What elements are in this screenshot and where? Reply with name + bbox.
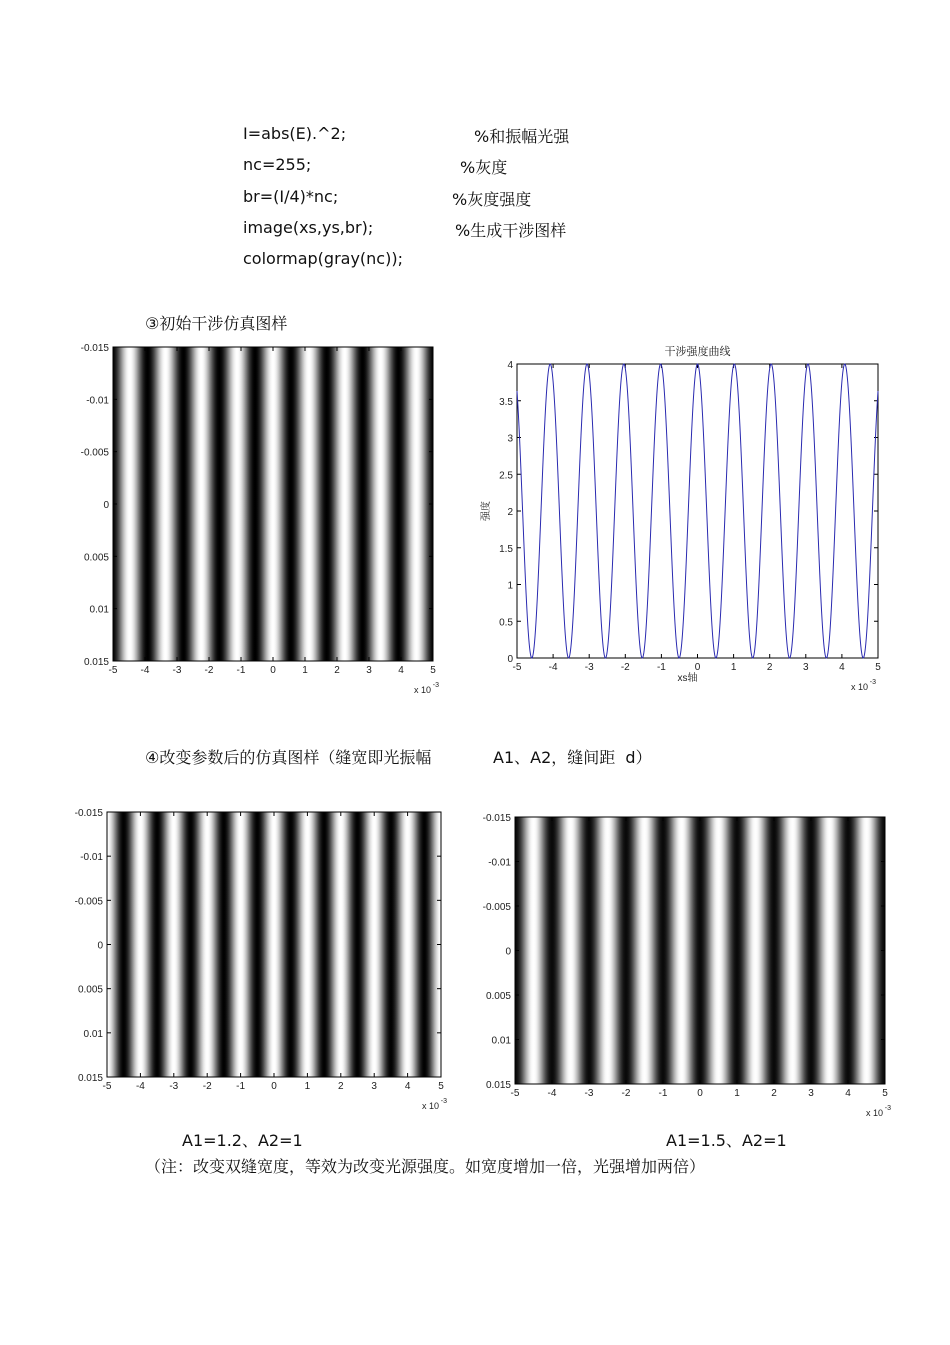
code-comment-3: %灰度强度 [452,190,532,209]
y-tick-label: 0.5 [499,617,513,629]
y-tick-label: 0 [507,654,513,665]
x-tick-label: -5 [512,662,522,673]
x-tick-label: -5 [108,665,118,676]
section3-caption: ③初始干涉仿真图样 [145,314,288,333]
x-tick-label: -4 [548,662,558,673]
y-tick-label: 0 [97,940,103,952]
note-caption: （注：改变双缝宽度，等效为改变光源强度。如宽度增加一倍，光强增加两倍） [145,1157,706,1176]
y-tick-label: 2.5 [499,470,513,482]
x-tick-label: 5 [438,1081,444,1092]
fringe-plot-initial [70,338,450,703]
y-tick-label: -0.015 [482,813,511,824]
fringe-image [113,347,433,661]
x-tick-label: 2 [338,1081,344,1092]
x-tick-label: -4 [547,1088,557,1099]
y-tick-label: 0.01 [491,1035,511,1047]
x-exponent-power: -3 [432,682,439,689]
y-tick-label: 0.01 [89,604,109,616]
y-tick-label: 0.015 [83,657,109,668]
code-comment-2: %灰度 [460,158,508,177]
y-tick-label: 0.005 [485,991,511,1002]
x-tick-label: 5 [430,665,436,676]
y-tick-label: 4 [507,360,513,371]
label-a1-1-2: A1=1.2、A2=1 [182,1131,303,1150]
x-exponent-label: x 10 [421,1101,439,1111]
x-tick-label: -2 [204,665,214,676]
y-tick-label: 1 [507,580,513,592]
y-tick-label: 0.005 [83,552,109,564]
x-tick-label: -1 [658,1088,668,1099]
x-tick-label: -3 [584,1088,594,1099]
x-tick-label: 1 [730,662,737,673]
fringe-plot-a1-1-2 [68,803,453,1113]
y-tick-label: -0.01 [488,857,511,869]
x-tick-label: -1 [236,1081,246,1092]
x-tick-label: 1 [304,1081,311,1092]
y-tick-label: -0.015 [74,808,103,819]
y-tick-label: -0.01 [80,852,103,864]
y-tick-label: -0.005 [482,902,511,913]
x-tick-label: 2 [771,1088,777,1099]
y-tick-label: -0.005 [80,447,109,459]
x-tick-label: -5 [510,1088,520,1099]
y-tick-label: 0 [103,500,109,511]
x-tick-label: 1 [302,665,308,676]
label-a1-1-5: A1=1.5、A2=1 [666,1131,787,1150]
y-tick-label: 0 [505,946,511,958]
y-axis-label: 强度 [481,501,492,521]
y-tick-label: -0.015 [80,343,109,354]
x-tick-label: -2 [202,1081,212,1092]
fringe-image [515,817,885,1084]
x-exponent-label: x 10 [850,682,868,692]
code-line-3: br=(I/4)*nc; [243,187,339,206]
x-tick-label: 3 [803,662,809,673]
section4-caption-b: A1、A2，缝间距 d） [493,748,652,767]
plot-frame [517,364,878,658]
chart-title: 干涉强度曲线 [664,346,731,358]
x-exponent-label: x 10 [413,685,431,695]
x-tick-label: 0 [697,1088,703,1099]
x-tick-label: -5 [102,1081,112,1092]
fringe-image [107,812,441,1077]
x-tick-label: 5 [882,1088,888,1099]
code-line-1: I=abs(E).^2; [243,124,347,143]
y-tick-label: 0.015 [485,1080,511,1091]
y-tick-label: -0.005 [74,896,103,908]
y-tick-label: 0.01 [83,1028,103,1040]
x-tick-label: 2 [766,662,773,673]
x-tick-label: -1 [656,662,666,673]
x-axis-label: xs轴 [677,673,698,684]
x-tick-label: -4 [135,1081,145,1092]
x-tick-label: 0 [271,1081,277,1092]
section4-caption-a: ④改变参数后的仿真图样（缝宽即光振幅 [145,748,432,767]
intensity-curve-plot [475,338,895,703]
x-tick-label: -3 [172,665,182,676]
x-tick-label: 4 [398,665,404,676]
fringe-plot-a1-1-5 [475,808,895,1120]
y-tick-label: 0.005 [77,984,103,996]
y-tick-label: 3.5 [499,396,513,408]
code-line-5: colormap(gray(nc)); [243,249,403,268]
y-tick-label: 1.5 [499,543,513,555]
code-line-2: nc=255; [243,155,312,174]
x-tick-label: 4 [845,1088,851,1099]
code-comment-1: %和振幅光强 [474,127,570,146]
x-tick-label: 5 [875,662,881,673]
y-tick-label: 2 [507,507,513,518]
x-tick-label: 3 [371,1081,377,1092]
x-tick-label: -1 [236,665,246,676]
code-line-4: image(xs,ys,br); [243,218,374,237]
x-exponent-power: -3 [884,1105,891,1112]
x-tick-label: -2 [621,1088,631,1099]
x-tick-label: -3 [169,1081,179,1092]
x-tick-label: 1 [734,1088,740,1099]
x-exponent-power: -3 [869,679,876,686]
x-tick-label: 0 [694,662,701,673]
y-tick-label: 0.015 [77,1073,103,1084]
x-exponent-power: -3 [440,1098,447,1105]
x-tick-label: -2 [620,662,630,673]
x-tick-label: -3 [584,662,594,673]
x-tick-label: 4 [839,662,845,673]
x-tick-label: 3 [808,1088,814,1099]
x-exponent-label: x 10 [865,1108,883,1118]
x-tick-label: 3 [366,665,372,676]
x-tick-label: -4 [140,665,150,676]
x-tick-label: 2 [334,665,340,676]
y-tick-label: -0.01 [86,395,109,407]
y-tick-label: 3 [507,433,513,445]
x-tick-label: 0 [270,665,276,676]
x-tick-label: 4 [404,1081,411,1092]
code-comment-4: %生成干涉图样 [455,221,567,240]
